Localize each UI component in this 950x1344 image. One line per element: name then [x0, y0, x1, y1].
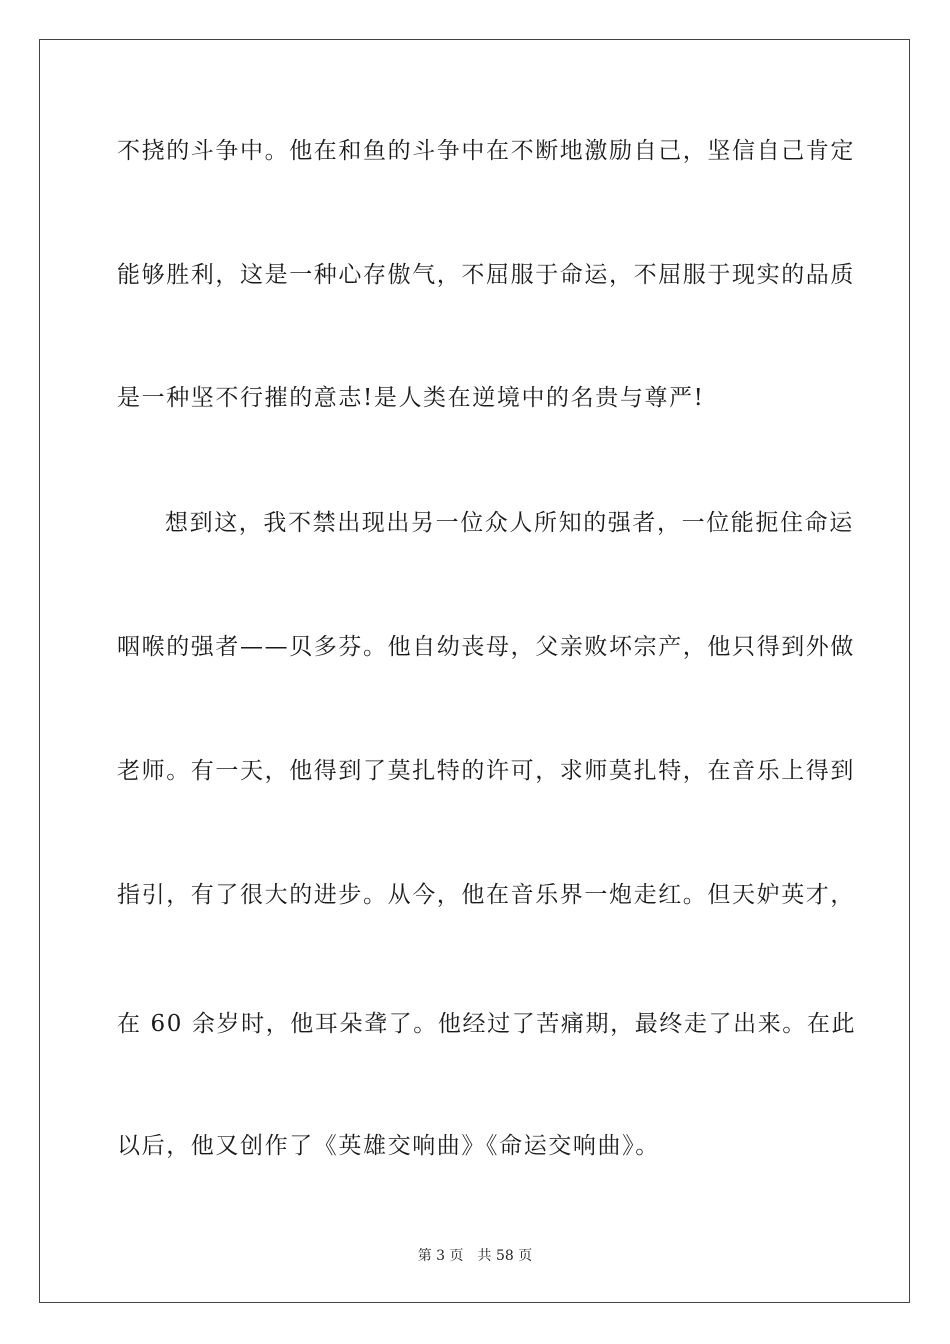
page-border	[39, 39, 910, 1303]
body-line-8: 在 60 余岁时，他耳朵聋了。他经过了苦痛期，最终走了出来。在此	[117, 1011, 857, 1037]
body-line-5: 咽喉的强者——贝多芬。他自幼丧母，父亲败坏宗产，他只得到外做	[117, 634, 855, 660]
body-line-7: 指引，有了很大的进步。从今，他在音乐界一炮走红。但天妒英才，	[117, 882, 855, 908]
body-line-3: 是一种坚不行摧的意志!是人类在逆境中的名贵与尊严!	[117, 385, 705, 411]
body-line-1: 不挠的斗争中。他在和鱼的斗争中在不断地激励自己，坚信自己肯定	[117, 138, 855, 164]
body-line-6: 老师。有一天，他得到了莫扎特的许可，求师莫扎特，在音乐上得到	[117, 758, 855, 784]
body-line-4: 想到这，我不禁出现出另一位众人所知的强者，一位能扼住命运	[165, 510, 854, 536]
page-footer	[0, 1247, 950, 1265]
page-number: 第 3 页	[417, 1248, 464, 1264]
body-line-9: 以后，他又创作了《英雄交响曲》《命运交响曲》。	[117, 1133, 660, 1159]
page-total: 共 58 页	[477, 1248, 533, 1264]
body-line-2: 能够胜利，这是一种心存傲气，不屈服于命运，不屈服于现实的品质	[117, 262, 855, 288]
